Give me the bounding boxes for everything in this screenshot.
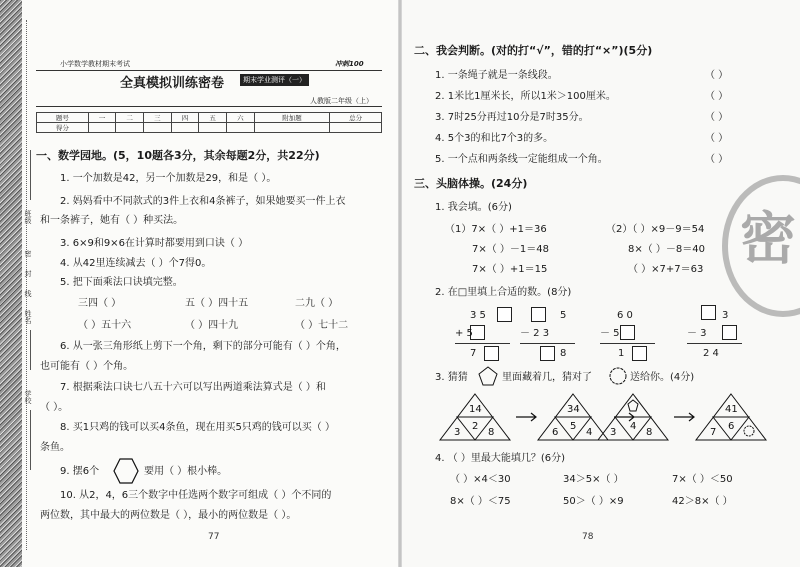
right-tag: 冲刺100: [335, 60, 364, 68]
tri1-mid: 2: [472, 421, 479, 432]
title-tag: 期末学业测评（一）: [240, 74, 309, 86]
score-cell: 题号: [37, 113, 89, 123]
score-cell: 三: [144, 113, 172, 123]
score-row-label: 得分: [37, 123, 89, 133]
vert4-mid: － 3: [687, 328, 707, 339]
judge-answer-4[interactable]: （ ）: [705, 133, 729, 144]
max-1-2: 34＞5×（ ）: [563, 474, 624, 485]
tri4-top: 41: [725, 404, 738, 415]
score-cell: 一: [88, 113, 116, 123]
vert1-mid: + 5: [455, 328, 473, 339]
question-10-line-1: 10. 从2，4，6三个数字中任选两个数字可组成（ ）个不同的: [60, 490, 332, 501]
question-10-line-2: 两位数，其中最大的两位数是（ ），最小的两位数是（ ）。: [40, 510, 297, 521]
judge-2: 2. 1米比1厘米长，所以1米＞100厘米。: [435, 91, 616, 102]
answer-box[interactable]: [484, 346, 499, 361]
question-7-line-1: 7. 根据乘法口诀七八五十六可以写出两道乘法算式是（ ）和: [60, 382, 326, 393]
vert2-rule: [520, 343, 575, 344]
class-label: 班级: [24, 210, 32, 224]
tri1-right: 8: [488, 427, 495, 438]
q5-item: 三四（ ）: [78, 298, 122, 309]
fill-2-2: 8×（ ）－8＝40: [628, 244, 706, 255]
seal-char-3: 线: [24, 290, 32, 297]
judge-3: 3. 7时25分再过10分是7时35分。: [435, 112, 589, 123]
tri1-top: 14: [469, 404, 482, 415]
question-3: 3. 6×9和9×6在计算时都要用到口诀（ ）: [60, 238, 249, 249]
judge-4: 4. 5个3的和比7个3的多。: [435, 133, 554, 144]
section-3-q3-end: 送给你。(4分): [630, 372, 695, 383]
vert1-ans: 7: [470, 348, 477, 359]
judge-answer-3[interactable]: （ ）: [705, 112, 729, 123]
section-1-title: 一、数学园地。(5，10题各3分，其余每题2分，共22分): [36, 149, 320, 162]
section-3-q3-start: 3. 猜猜: [435, 372, 468, 383]
vert2-mid: － 2 3: [520, 328, 550, 339]
binding-strip: [0, 0, 22, 567]
tri2-mid: 5: [570, 421, 577, 432]
answer-box[interactable]: [701, 305, 716, 320]
vert1-rule: [455, 343, 510, 344]
section-3-title: 三、头脑体操。(24分): [414, 177, 528, 190]
question-4: 4. 从42里连续减去（ ）个7得0。: [60, 258, 212, 269]
triangle-4: [696, 394, 766, 440]
question-2-line-1: 2. 妈妈看中不同款式的3件上衣和4条裤子，如果她要买一件上衣: [60, 196, 346, 207]
tri3-mid: 4: [630, 421, 637, 432]
flower-icon: [608, 366, 628, 386]
question-5: 5. 把下面乘法口诀填完整。: [60, 277, 183, 288]
score-cell: 五: [199, 113, 227, 123]
triangle-puzzle-2: [610, 392, 800, 442]
score-blank[interactable]: [330, 123, 382, 133]
series-label: 小学数学教材期末考试: [60, 60, 130, 68]
question-6-line-1: 6. 从一张三角形纸上剪下一个角，剩下的部分可能有（ ）个角，: [60, 341, 346, 352]
answer-box[interactable]: [540, 346, 555, 361]
secret-stamp-text: 密: [740, 207, 796, 272]
max-2-2: 50＞（ ）×9: [563, 496, 624, 507]
class-line: [30, 150, 31, 200]
q5-item: （ ）五十六: [78, 320, 132, 331]
question-6-line-2: 也可能有（ ）个角。: [40, 361, 134, 372]
arrow-3: [674, 413, 694, 421]
score-header-row: [37, 113, 382, 123]
fill-1-1: （1）7×（ ）+1＝36: [445, 224, 547, 235]
answer-box[interactable]: [722, 325, 737, 340]
header-rule: [36, 70, 382, 71]
section-3-q4: 4. （ ）里最大能填几？(6分): [435, 453, 566, 464]
tri4-mid: 6: [728, 421, 735, 432]
section-2-title: 二、我会判断。(对的打“√”，错的打“×”)(5分): [414, 44, 653, 57]
tri2-left: 6: [552, 427, 559, 438]
judge-answer-5[interactable]: （ ）: [705, 154, 729, 165]
q5-item: 五（ ）四十五: [185, 298, 249, 309]
school-line: [30, 410, 31, 470]
question-9-end: 要用（ ）根小棒。: [144, 466, 228, 477]
vert4-top: 3: [722, 310, 729, 321]
triangle-2: [538, 394, 608, 440]
score-blank[interactable]: [88, 123, 116, 133]
score-cell: 附加题: [254, 113, 330, 123]
max-1-1: （ ）×4＜30: [450, 474, 511, 485]
question-1: 1. 一个加数是42，另一个加数是29，和是（ ）。: [60, 173, 277, 184]
q5-item: （ ）七十二: [295, 320, 349, 331]
paper-title: 全真模拟训练密卷: [120, 76, 225, 91]
tri2-right: 4: [586, 427, 593, 438]
judge-answer-1[interactable]: （ ）: [705, 70, 729, 81]
question-8-line-2: 条鱼。: [40, 442, 70, 453]
section-3-q3-mid: 里面藏着几，猜对了: [502, 372, 592, 383]
vert3-top: 6 0: [617, 310, 633, 321]
section-3-q1: 1. 我会填。(6分): [435, 202, 512, 213]
answer-box[interactable]: [497, 307, 512, 322]
score-blank[interactable]: [199, 123, 227, 133]
vert2-ans: 8: [560, 348, 567, 359]
question-7-line-2: （ ）。: [40, 402, 69, 413]
score-cell: 四: [171, 113, 199, 123]
score-blank[interactable]: [171, 123, 199, 133]
vert3-rule: [600, 343, 655, 344]
score-cell: 六: [227, 113, 255, 123]
fill-2-1: 7×（ ）－1＝48: [472, 244, 550, 255]
name-label: 姓名: [24, 310, 32, 324]
tri2-top: 34: [567, 404, 580, 415]
page-number-left: 77: [208, 532, 220, 542]
name-line: [30, 330, 31, 370]
tri1-left: 3: [454, 427, 461, 438]
score-table: [36, 112, 382, 133]
score-cell: 二: [116, 113, 144, 123]
answer-box[interactable]: [531, 307, 546, 322]
fill-3-1: 7×（ ）+1＝15: [472, 264, 548, 275]
fill-3-2: （ ）×7+7＝63: [628, 264, 704, 275]
vert3-mid: － 5: [600, 328, 620, 339]
title-bar: [40, 72, 390, 91]
max-2-3: 42＞8×（ ）: [672, 496, 733, 507]
tri3-right: 8: [646, 427, 653, 438]
vert4-ans: 2 4: [703, 348, 719, 359]
answer-box[interactable]: [632, 346, 647, 361]
judge-answer-2[interactable]: （ ）: [705, 91, 729, 102]
score-cell: 总分: [330, 113, 382, 123]
max-1-3: 7×（ ）＜50: [672, 474, 733, 485]
judge-1: 1. 一条绳子就是一条线段。: [435, 70, 558, 81]
judge-5: 5. 一个点和两条线一定能组成一个角。: [435, 154, 608, 165]
score-blank[interactable]: [254, 123, 330, 133]
q5-item: （ ）四十九: [185, 320, 239, 331]
hexagon-icon: [113, 458, 139, 484]
tri3-left: 3: [610, 427, 617, 438]
seal-char-1: 密: [24, 250, 32, 257]
header-rule-2: [36, 106, 382, 107]
question-2-line-2: 和一条裤子，她有（ ）种买法。: [40, 215, 184, 226]
seal-line: [26, 20, 27, 550]
fill-1-2: （2）（ ）×9－9＝54: [606, 224, 705, 235]
question-9-start: 9. 摆6个: [60, 466, 100, 477]
tri4-left: 7: [710, 427, 717, 438]
school-label: 学校: [24, 390, 32, 404]
max-2-1: 8×（ ）＜75: [450, 496, 511, 507]
triangle-1: [440, 394, 510, 440]
page-number-right: 78: [582, 532, 594, 542]
score-blank[interactable]: [116, 123, 144, 133]
vert3-ans: 1: [618, 348, 625, 359]
seal-char-2: 封: [24, 270, 32, 277]
vert2-top: 5: [560, 310, 567, 321]
q5-item: 二九（ ）: [295, 298, 339, 309]
vert4-rule: [687, 343, 742, 344]
section-3-q2: 2. 在□里填上合适的数。(8分): [435, 287, 572, 298]
vert1-top: 3 5: [470, 310, 486, 321]
question-8-line-1: 8. 买1只鸡的钱可以买4条鱼，现在用买5只鸡的钱可以买（ ）: [60, 422, 335, 433]
score-value-row: [37, 123, 382, 133]
answer-box[interactable]: [620, 325, 635, 340]
arrow-1: [516, 413, 536, 421]
page-spine: [398, 0, 402, 567]
pentagon-icon: [478, 366, 498, 386]
score-blank[interactable]: [144, 123, 172, 133]
score-blank[interactable]: [227, 123, 255, 133]
edition-label: 人教版二年级（上）: [310, 97, 373, 105]
